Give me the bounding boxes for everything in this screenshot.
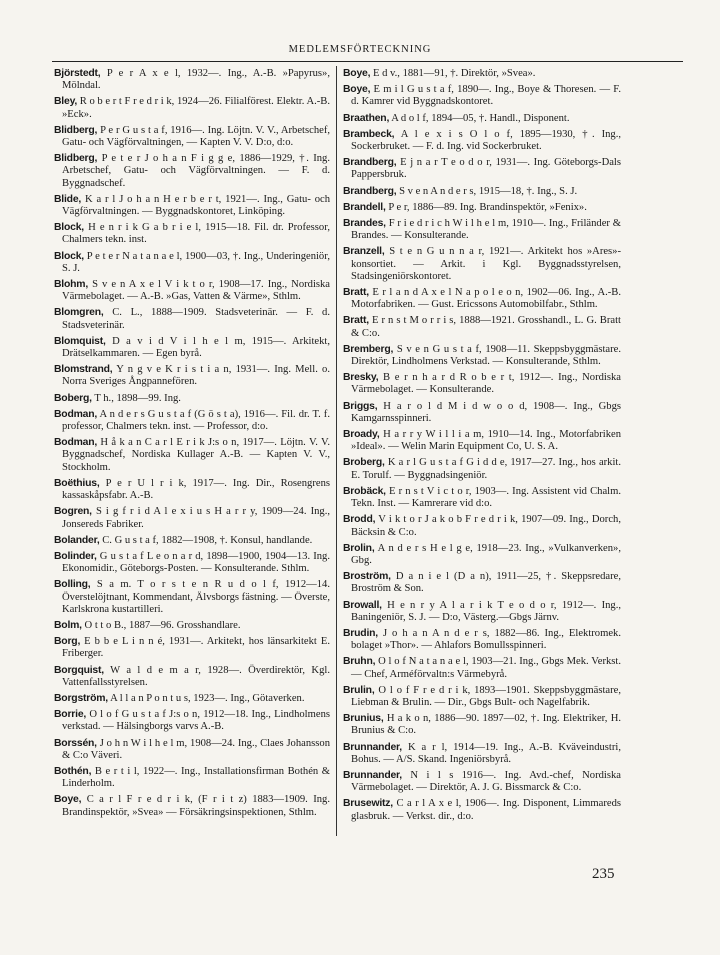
member-entry xyxy=(54,693,330,705)
member-surname: Braathen, xyxy=(343,112,390,124)
member-details: C. G u s t a f, 1882—1908, †. Konsul, handlande. xyxy=(102,534,313,546)
member-details: D a v i d V i l h e l m, 1915—. Arkitekt, Drätselkammaren. — Egen byrå. xyxy=(62,335,330,360)
member-entry xyxy=(54,535,330,547)
member-entry xyxy=(54,194,330,218)
member-surname: Borgquist, xyxy=(54,664,104,676)
member-details: O l o f N a t a n a e l, 1903—21. Ing., Gbgs Mek. Verkst. — Chef, Arméförvaltn:s Värmebyrå. xyxy=(351,656,621,680)
member-details: O l o f F r e d r i k, 1893—1901. Skeppsbyggmästare, Liebman & Brulin. — Dir., Gbgs Bult- och Nagelfabrik. xyxy=(351,684,621,708)
member-details: K a r l J o h a n H e r b e r t, 1921—. Ing., Gatu- och Vägförvaltningen. — Byggnadskontoret, Linköping. xyxy=(62,193,330,218)
member-entry xyxy=(54,364,330,388)
member-surname: Boye, xyxy=(54,794,82,806)
right-column xyxy=(343,68,621,827)
member-surname: Blidberg, xyxy=(54,124,98,136)
page-number: 235 xyxy=(592,866,615,882)
member-details: D a n i e l (D a n), 1911—25, †. Skeppsredare, Broström & Son. xyxy=(351,571,621,595)
member-surname: Blomgren, xyxy=(54,307,104,319)
member-entry xyxy=(54,68,330,92)
member-entry xyxy=(343,344,621,368)
member-surname: Boye, xyxy=(343,84,371,96)
member-entry xyxy=(54,794,330,818)
member-entry xyxy=(343,429,621,453)
member-entry xyxy=(54,506,330,530)
member-entry xyxy=(54,307,330,331)
member-details: P e t e r J o h a n F i g g e, 1886—1929, †. Ing. Arbetschef, Gatu- och Vägförvaltningen. — F. d. Byggnadschef. xyxy=(62,153,330,189)
member-surname: Brambeck, xyxy=(343,128,395,140)
member-surname: Brandes, xyxy=(343,218,386,230)
member-details: S a m. T o r s t e n R u d o l f, 1912—14. Överstelöjtnant, Kommendant, Älvsborgs fästning. — Överste, Karlskrona kustartilleri. xyxy=(62,579,331,615)
member-surname: Block, xyxy=(54,222,84,234)
member-surname: Borgström, xyxy=(54,692,108,704)
member-entry xyxy=(343,798,621,822)
member-surname: Brobäck, xyxy=(343,485,386,497)
member-details: S i g f r i d A l e x i u s H a r r y, 1909—24. Ing., Jonsereds Fabriker. xyxy=(62,506,330,530)
member-details: O t t o B., 1887—96. Grosshandlare. xyxy=(84,619,241,631)
member-entry xyxy=(54,738,330,762)
member-details: B e r n h a r d R o b e r t, 1912—. Ing., Nordiska Värmebolaget. — Konsulterande. xyxy=(351,372,621,396)
member-details: B e r t i l, 1922—. Ing., Installationsfirman Bothén & Linderholm. xyxy=(62,765,330,790)
member-details: N i l s 1916—. Ing. Avd.-chef, Nordiska Värmebolaget. — Direktör, A. J. G. Bissmarck & C:o. xyxy=(351,769,621,794)
member-details: E r n s t V i c t o r, 1903—. Ing. Assistent vid Chalm. Tekn. Inst. — Kamrerare vid d:o. xyxy=(351,485,621,510)
member-entry xyxy=(54,766,330,790)
member-entry xyxy=(343,713,621,737)
member-details: C a r l A x e l, 1906—. Ing. Disponent, Limmareds glasbruk. — Verkst. dir., d:o. xyxy=(351,798,621,822)
member-surname: Bley, xyxy=(54,96,78,108)
member-surname: Block, xyxy=(54,250,84,262)
member-details: H e n r y A l a r i k T e o d o r, 1912—. Ing., Baningeniör, S. J. — D:o, Västerg.—Gbgs Järnv. xyxy=(351,599,621,623)
member-details: V i k t o r J a k o b F r e d r i k, 1907—09. Ing., Dorch, Bäcksin & C:o. xyxy=(351,514,621,538)
member-details: Y n g v e K r i s t i a n, 1931—. Ing. Mell. o. Norra Sveriges Ångpannefören. xyxy=(62,364,330,388)
member-surname: Borg, xyxy=(54,636,81,648)
member-surname: Brunnander, xyxy=(343,769,402,781)
member-entry xyxy=(54,251,330,275)
member-surname: Brulin, xyxy=(343,684,375,696)
member-surname: Brunius, xyxy=(343,713,384,725)
member-entry xyxy=(54,478,330,502)
member-details: A d o l f, 1894—05, †. Handl., Disponent. xyxy=(391,112,570,124)
member-surname: Briggs, xyxy=(343,400,378,412)
member-entry xyxy=(54,393,330,405)
member-details: P e r G u s t a f, 1916—. Ing. Löjtn. V. V., Arbetschef, Gatu- och Vägförvaltningen, — Kapten V. V. D:o, d:o. xyxy=(62,124,330,149)
member-entry xyxy=(54,665,330,689)
member-details: A l l a n P o n t u s, 1923—. Ing., Götaverken. xyxy=(110,692,305,704)
member-details: O l o f G u s t a f J:s o n, 1912—18. Ing., Lindholmens verkstad. — Hälsingborgs varvs A.-B. xyxy=(62,709,330,733)
member-details: P e t e r N a t a n a e l, 1900—03, †. Ing., Underingeniör, S. J. xyxy=(62,250,330,274)
member-details: T h., 1898—99. Ing. xyxy=(94,392,181,404)
member-entry xyxy=(54,620,330,632)
member-surname: Bolander, xyxy=(54,534,100,546)
member-surname: Broström, xyxy=(343,571,391,583)
member-details: A l e x i s O l o f, 1895—1930, †. Ing., Sockerbruket. — F. d. Ing. vid Sockerbruket. xyxy=(351,128,621,153)
member-details: E j n a r T e o d o r, 1931—. Ing. Göteborgs-Dals Pappersbruk. xyxy=(351,157,621,181)
member-details: E b b e L i n n é, 1931—. Arkitekt, hos länsarkitekt E. Friberger. xyxy=(62,636,330,660)
member-surname: Blide, xyxy=(54,193,82,205)
member-entry xyxy=(54,636,330,660)
member-entry xyxy=(54,222,330,246)
member-details: S t e n G u n n a r, 1921—. Arkitekt hos »Ares»-konsortiet. — Arkit. i Kgl. Byggnadsstyrelsen, Stadsingeniörskontoret. xyxy=(351,246,622,282)
member-entry xyxy=(343,202,621,214)
member-details: P e r U l r i k, 1917—. Ing. Dir., Rosengrens kassaskåpsfabr. A.-B. xyxy=(62,477,330,502)
member-entry xyxy=(343,571,621,595)
member-entry xyxy=(343,129,621,153)
member-entry xyxy=(54,551,330,575)
member-surname: Branzell, xyxy=(343,246,385,258)
member-entry xyxy=(343,742,621,766)
member-surname: Bratt, xyxy=(343,287,369,299)
member-entry xyxy=(343,157,621,181)
member-surname: Bothén, xyxy=(54,765,92,777)
member-details: H a r r y W i l l i a m, 1910—14. Ing., Motorfabriken »Ideal». — Welin Marin Equipment Co, U. S. A. xyxy=(351,429,621,453)
member-surname: Bremberg, xyxy=(343,343,394,355)
member-surname: Bogren, xyxy=(54,506,92,518)
member-entry xyxy=(54,153,330,190)
member-entry xyxy=(54,336,330,360)
member-entry xyxy=(343,770,621,794)
member-details: F r i e d r i c h W i l h e l m, 1910—. Ing., Friländer & Brandes. — Konsulterande. xyxy=(351,218,622,242)
member-entry xyxy=(54,279,330,303)
member-surname: Bratt, xyxy=(343,315,369,327)
member-entry xyxy=(343,315,621,339)
member-details: K a r l G u s t a f G i d d e, 1917—27. Ing., hos arkit. E. Torulf. — Byggnadsingeniör. xyxy=(351,457,621,481)
column-divider xyxy=(336,66,337,836)
member-surname: Boye, xyxy=(343,68,371,79)
member-details: A n d e r s H e l g e, 1918—23. Ing., »Vulkanverken», Gbg. xyxy=(351,542,621,566)
member-details: H a r o l d M i d w o o d, 1908—. Ing., Gbgs Kamgarnsspinneri. xyxy=(351,400,621,424)
member-surname: Brudin, xyxy=(343,627,378,639)
member-surname: Broberg, xyxy=(343,457,385,469)
member-entry xyxy=(54,709,330,733)
member-details: E m i l G u s t a f, 1890—. Ing., Boye & Thoresen. — F. d. Kamrer vid Byggnadskontoret. xyxy=(351,84,621,108)
member-details: G u s t a f L e o n a r d, 1898—1900, 1904—13. Ing. Ekonomidir., Göteborgs-Posten. — Konsulterande. Sthlm. xyxy=(62,550,330,575)
member-surname: Bodman, xyxy=(54,437,98,449)
member-entry xyxy=(343,514,621,538)
member-details: S v e n A n d e r s, 1915—18, †. Ing., S. J. xyxy=(399,185,578,197)
member-details: W a l d e m a r, 1928—. Överdirektör, Kgl. Vattenfallsstyrelsen. xyxy=(62,664,330,688)
member-details: C. L., 1888—1909. Stadsveterinär. — F. d. Stadsveterinär. xyxy=(62,307,330,331)
member-surname: Björstedt, xyxy=(54,68,101,79)
member-surname: Blomstrand, xyxy=(54,364,113,376)
member-details: E d v., 1881—91, †. Direktör, »Svea». xyxy=(372,68,536,79)
running-header: MEDLEMSFÖRTECKNING xyxy=(288,44,432,55)
member-entry xyxy=(343,186,621,198)
left-column xyxy=(54,68,330,823)
member-surname: Brusewitz, xyxy=(343,798,393,810)
member-details: K a r l, 1914—19. Ing., A.-B. Kväveindustri, Bohus. — A/S. Skand. Ingeniörsbyrå. xyxy=(351,741,621,765)
member-details: J o h n W i l h e l m, 1908—24. Ing., Claes Johansson & C:o Väveri. xyxy=(62,737,330,761)
member-entry xyxy=(54,96,330,120)
member-surname: Bresky, xyxy=(343,372,379,384)
member-entry xyxy=(343,486,621,510)
member-entry xyxy=(343,656,621,680)
member-details: A n d e r s G u s t a f (G ö s t a), 1916—. Fil. dr. T. f. professor, Chalmers tekn. inst. — Professor, d:o. xyxy=(62,408,330,433)
member-details: P e r, 1886—89. Ing. Brandinspektör, »Fenix». xyxy=(388,201,587,213)
member-details: C a r l F r e d r i k, (F r i t z) 1883—1909. Ing. Brandinspektör, »Svea» — Försäkringsinspektionen, Sthlm. xyxy=(62,794,330,818)
member-entry xyxy=(54,579,330,616)
member-entry xyxy=(343,246,621,283)
member-entry xyxy=(343,84,621,108)
member-details: H a k o n, 1886—90. 1897—02, †. Ing. Elektriker, H. Brunius & C:o. xyxy=(351,713,621,737)
member-details: J o h a n A n d e r s, 1882—86. Ing., Elektromek. bolaget »Thor». — Ahlafors Bomullsspinneri. xyxy=(351,627,621,652)
member-details: R o b e r t F r e d r i k, 1924—26. Filialförest. Elektr. A.-B. »Eck». xyxy=(62,96,331,120)
member-entry xyxy=(343,401,621,425)
member-surname: Bolm, xyxy=(54,619,82,631)
member-details: S v e n A x e l V i k t o r, 1908—17. Ing., Nordiska Värmebolaget. — A.-B. »Gas, Vatten & Värme», Sthlm. xyxy=(62,279,331,303)
member-details: S v e n G u s t a f, 1908—11. Skeppsbyggmästare. Direktör, Lindholmens Verkstad. — Konsulterande, Sthlm. xyxy=(351,343,621,368)
member-surname: Browall, xyxy=(343,599,382,611)
member-details: E r n s t M o r r i s, 1888—1921. Grosshandl., L. G. Bratt & C:o. xyxy=(351,315,621,339)
member-entry xyxy=(343,113,621,125)
member-surname: Brandberg, xyxy=(343,185,397,197)
member-surname: Borrie, xyxy=(54,709,87,721)
member-entry xyxy=(343,543,621,567)
member-entry xyxy=(54,125,330,149)
member-entry xyxy=(343,218,621,242)
member-details: H e n r i k G a b r i e l, 1915—18. Fil. dr. Professor, Chalmers tekn. inst. xyxy=(62,222,330,246)
member-surname: Bolling, xyxy=(54,579,91,591)
member-surname: Bolinder, xyxy=(54,550,97,562)
member-surname: Brandberg, xyxy=(343,157,397,169)
member-surname: Blohm, xyxy=(54,279,89,291)
member-surname: Borssén, xyxy=(54,737,97,749)
member-surname: Brolin, xyxy=(343,542,375,554)
member-entry xyxy=(343,68,621,80)
member-details: E r l a n d A x e l N a p o l e o n, 1902—06. Ing., A.-B. Motorfabriken. — Gust. Ericssons Automobilfabr., Sthlm. xyxy=(351,287,621,311)
member-surname: Brodd, xyxy=(343,514,376,526)
member-surname: Brandell, xyxy=(343,201,386,213)
member-entry xyxy=(343,600,621,624)
member-surname: Blomquist, xyxy=(54,335,106,347)
member-surname: Broady, xyxy=(343,429,380,441)
member-surname: Bodman, xyxy=(54,408,98,420)
member-surname: Boberg, xyxy=(54,392,92,404)
member-surname: Blidberg, xyxy=(54,153,98,165)
member-surname: Brunnander, xyxy=(343,741,402,753)
member-entry xyxy=(343,628,621,652)
member-details: P e r A x e l, 1932—. Ing., A.-B. »Papyrus», Mölndal. xyxy=(62,68,330,92)
member-entry xyxy=(343,287,621,311)
member-entry xyxy=(343,457,621,481)
member-entry xyxy=(54,437,330,474)
member-surname: Bruhn, xyxy=(343,656,376,668)
member-entry xyxy=(343,685,621,709)
member-surname: Boëthius, xyxy=(54,477,100,489)
header-rule xyxy=(52,61,683,62)
member-details: H å k a n C a r l E r i k J:s o n, 1917—. Löjtn. V. V. Byggnadschef, Nordiska Kullager A.-B. — Kapten V. V., Stockholm. xyxy=(62,437,330,473)
member-entry xyxy=(343,372,621,396)
member-entry xyxy=(54,409,330,433)
